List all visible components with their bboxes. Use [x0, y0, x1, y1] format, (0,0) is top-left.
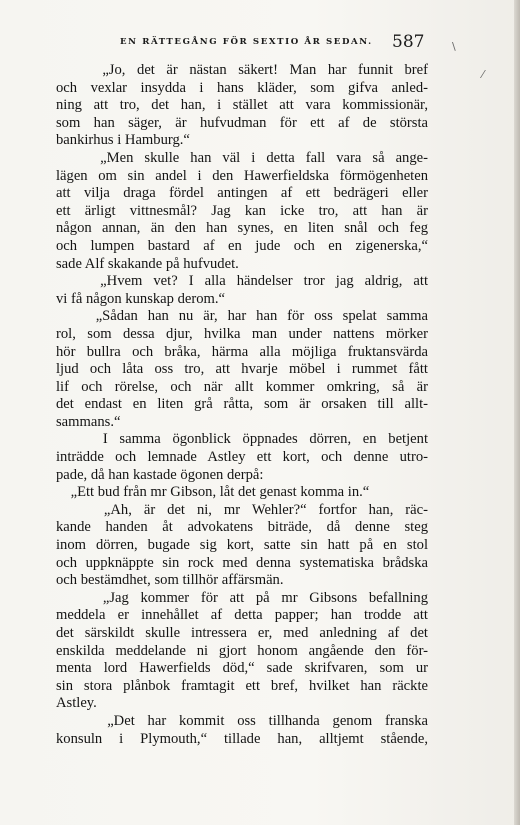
text-line: meddela er innehållet af detta papper; han trodde att — [56, 607, 428, 624]
text-line: att vilja draga fördel antingen af ett bedrägeri eller — [56, 185, 428, 202]
text-line: „Det har kommit oss tillhanda genom franska — [56, 712, 428, 729]
margin-mark: \ — [452, 40, 456, 53]
text-line: „Men skulle han väl i detta fall vara så ange- — [56, 149, 428, 166]
text-line: Astley. — [56, 695, 97, 712]
body-text — [56, 62, 428, 748]
text-line: och lumpen bastard af en jude och en zigenerska,“ — [56, 237, 428, 254]
text-line: och vexlar insydda i hans kläder, som gifva anled- — [56, 79, 428, 96]
text-line: inom dörren, bugade sig kort, satte sin hatt på en stol — [56, 537, 428, 554]
text-line: det endast en liten grå råtta, som är orsaken till allt- — [56, 396, 428, 413]
text-line: och uppknäppte sin rock med denna systematiska brådska — [56, 554, 428, 571]
text-line: vi få någon kunskap derom.“ — [56, 290, 225, 307]
page-edge-shadow — [514, 0, 520, 825]
text-line: och bestämdhet, som tillhör affärsmän. — [56, 572, 284, 589]
text-line: lägen om sin andel i den Hawerfieldska förmögenheten — [56, 167, 428, 184]
text-line: kande handen åt advokatens biträde, då denne steg — [56, 519, 428, 536]
text-line: sade Alf skakande på hufvudet. — [56, 255, 239, 272]
text-line: som han säger, är hufvudman för ett af de största — [56, 114, 428, 131]
text-line: „Hvem vet? I alla händelser tror jag aldrig, att — [56, 273, 428, 290]
running-title: EN RÄTTEGÅNG FÖR SEXTIO ÅR SEDAN. — [120, 37, 373, 47]
text-line: konsuln i Plymouth,“ tillade han, alltjemt stående, — [56, 730, 428, 747]
text-line: rol, som dessa djur, hvilka man under nattens mörker — [56, 325, 428, 342]
text-line: sammans.“ — [56, 413, 121, 430]
text-line: menta lord Hawerfields död,“ sade skrifvaren, som ur — [56, 660, 428, 677]
text-line: det särskildt skulle intressera er, med anledning af det — [56, 625, 428, 641]
text-line: lif och rörelse, och när allt kommer omkring, så är — [56, 378, 428, 395]
text-line: inträdde och lemnade Astley ett kort, och denne utro- — [56, 449, 428, 466]
text-line: någon annan, än den han synes, en liten snål och feg — [56, 220, 428, 237]
text-line: enskilda meddelande ni gjort honom angående den för- — [56, 642, 428, 659]
text-line: ning att tro, det han, i stället att vara kommissionär, — [56, 97, 428, 114]
text-line: bankirhus i Hamburg.“ — [56, 132, 190, 149]
text-line: „Ett bud från mr Gibson, låt det genast komma in.“ — [56, 484, 370, 501]
text-line: hör bullra och bråka, härma alla möjliga fruktansvärda — [56, 343, 428, 360]
text-line: „Ah, är det ni, mr Wehler?“ fortfor han, räc- — [56, 501, 428, 518]
margin-mark: ⁄ — [482, 68, 484, 81]
text-line: „Jo, det är nästan säkert! Man har funnit bref — [56, 62, 428, 78]
text-line: I samma ögonblick öppnades dörren, en betjent — [56, 431, 428, 448]
text-line: „Jag kommer för att på mr Gibsons befallning — [56, 589, 428, 606]
page-number: 587 — [392, 32, 425, 52]
text-line: ett ärligt vittnesmål? Jag kan icke tro, att han är — [56, 202, 428, 219]
text-line: sin stora plånbok framtagit ett bref, hvilket han räckte — [56, 677, 428, 694]
text-line: „Sådan han nu är, har han för oss spelat samma — [56, 308, 428, 325]
text-line: ljud och låta oss tro, att hvarje möbel i rummet fått — [56, 361, 428, 378]
text-line: pade, då han kastade ögonen derpå: — [56, 466, 264, 483]
